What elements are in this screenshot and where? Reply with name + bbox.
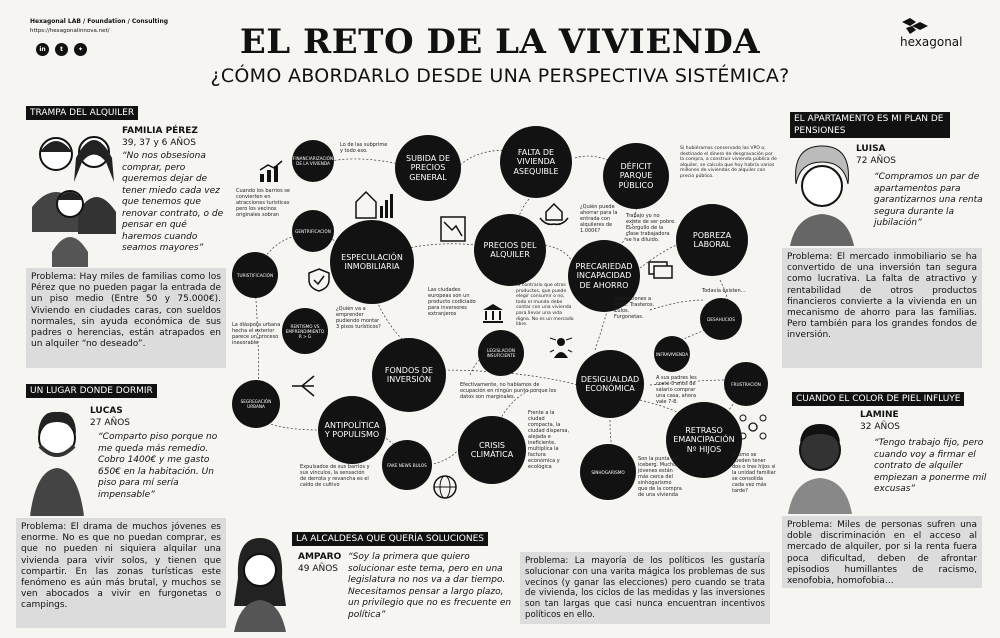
page-subtitle: ¿CÓMO ABORDARLO DESDE UNA PERSPECTIVA SISTÉMICA? bbox=[210, 65, 790, 87]
note-todavia: Todavía existen… bbox=[702, 288, 746, 294]
node-precios-alquiler: PRECIOS DEL ALQUILER bbox=[474, 214, 546, 286]
node-infravivienda: INFRAVIVIENDA bbox=[654, 336, 690, 372]
node-pobreza: POBREZA LABORAL bbox=[676, 204, 748, 276]
node-segregacion: SEGREGACIÓN URBANA bbox=[232, 380, 280, 428]
houses-chart-icon bbox=[352, 186, 396, 220]
age-familia-perez: 39, 37 y 6 AÑOS bbox=[122, 138, 196, 148]
node-gentrificacion: GENTRIFICACIÓN bbox=[292, 210, 334, 252]
bank-icon bbox=[482, 302, 504, 324]
name-amparo: AMPARO bbox=[298, 552, 342, 562]
node-frustracion: FRUSTRACIÓN bbox=[724, 362, 768, 406]
problem-familia-perez: Problema: Hay miles de familias como los Pérez que no pueden pagar la entrada de un piso medio (Entre 50 y 75.000€). Viviendo en ciudades caras, con sueldos normales, sin ayuda económica de sus padres o herencias, están atrapados en un alquiler “no deseado”. bbox=[26, 268, 226, 368]
note-barrios: Cuando los barrios se convierten en atracciones turísticas pero los vecinos originales sobran bbox=[236, 188, 290, 218]
node-rentismo: RENTISMO VS EMPRENDIMIENTO R > G bbox=[282, 308, 328, 354]
brand-org: Hexagonal LAB / Foundation / Consulting bbox=[30, 18, 169, 25]
section-label-luisa: EL APARTAMENTO ES MI PLAN DE PENSIONES bbox=[790, 112, 950, 138]
amparo-portrait-icon bbox=[228, 528, 292, 632]
name-familia-perez: FAMILIA PÉREZ bbox=[122, 126, 198, 136]
section-label-perez: TRAMPA DEL ALQUILER bbox=[26, 106, 138, 120]
family-question-icon bbox=[738, 412, 768, 442]
note-subprime: Lo de las subprime y todo eso. bbox=[340, 142, 388, 154]
rising-chart-icon bbox=[258, 160, 284, 184]
node-crisis: CRISIS CLIMÁTICA bbox=[458, 416, 526, 484]
note-habitaciones: Habitaciones a 400€. Trasteros. Zulos. Furgonetas. bbox=[614, 296, 655, 320]
node-financiarizacion: FINANCIARIZACIÓN DE LA VIVIENDA bbox=[292, 140, 334, 182]
linkedin-icon[interactable]: in bbox=[36, 43, 49, 56]
node-deficit-parque: DÉFICIT PARQUE PÚBLICO bbox=[603, 143, 669, 209]
note-trabajo: Trabajo yo no existe de ser pobre. El orgullo de la clase trabajadora se ha diluido. bbox=[626, 213, 676, 243]
node-legislacion: LEGISLACIÓN INSUFICIENTE bbox=[478, 330, 524, 376]
node-precariedad: PRECARIEDAD INCAPACIDAD DE AHORRO bbox=[568, 240, 640, 312]
bluesky-icon[interactable]: ✦ bbox=[74, 43, 87, 56]
hexagonal-logo-text: hexagonal bbox=[900, 35, 963, 49]
note-ahorrar: ¿Quién puede ahorrar para la entrada con alquileres de 1.000€? bbox=[580, 204, 618, 234]
node-subida-precios: SUBIDA DE PRECIOS GENERAL bbox=[395, 135, 461, 201]
name-luisa: LUISA bbox=[856, 144, 886, 154]
node-antipolitica: ANTIPOLÍTICA Y POPULISMO bbox=[318, 396, 386, 464]
section-label-amparo: LA ALCALDESA QUE QUERÍA SOLUCIONES bbox=[292, 532, 488, 546]
luisa-portrait-icon bbox=[782, 138, 862, 246]
section-label-lucas: UN LUGAR DONDE DORMIR bbox=[26, 384, 157, 398]
lucas-portrait-icon bbox=[26, 398, 88, 516]
banknotes-icon bbox=[648, 258, 674, 280]
note-ocupacion: Efectivamente, no hablamos de ocupación en ningún punto porque los datos son marginales. bbox=[460, 382, 557, 400]
lamine-portrait-icon bbox=[782, 406, 858, 514]
quote-lucas: “Comparto piso porque no me queda más remedio. Cobro 1400€ y me gasto 650€ en la habitación. Un piso para mí sería impensable” bbox=[98, 432, 218, 500]
note-contrario: Al contrario que otros productos, que puede elegir consumir o no, todo el mundo debe contar con una vivienda para llevar una vida digna. No es un mercado libre. bbox=[516, 283, 574, 328]
globe-icon bbox=[432, 474, 458, 500]
section-label-lamine: CUANDO EL COLOR DE PIEL INFLUYE bbox=[792, 392, 964, 406]
familia-perez-portrait-icon bbox=[26, 122, 122, 267]
note-ciudades: Las ciudades europeas son un producto codiciado para inversores extranjeros bbox=[428, 287, 476, 317]
node-fondos: FONDOS DE INVERSIÓN bbox=[372, 338, 446, 412]
note-vpo: Si hubiéramos conservado las VPO o, destinado el dinero de desgravación por la compra, a construir vivienda pública de alquiler, se calcula que hoy habría varios millones de viviendas de alquiler con precio público. bbox=[680, 146, 777, 179]
page-title: EL RETO DE LA VIVIENDA bbox=[239, 22, 761, 62]
diverging-arrows-icon bbox=[290, 372, 318, 400]
node-falta-vivienda: FALTA DE VIVIENDA ASEQUIBLE bbox=[500, 126, 572, 198]
falling-chart-icon bbox=[440, 216, 466, 242]
node-desahucios: DESAHUCIOS bbox=[700, 298, 742, 340]
name-lamine: LAMINE bbox=[860, 410, 899, 420]
name-lucas: LUCAS bbox=[90, 406, 123, 416]
note-emprender: ¿Quién va a emprender pudiendo montar 3 pisos turísticos? bbox=[336, 306, 381, 330]
people-network-icon bbox=[548, 334, 574, 360]
age-amparo: 49 AÑOS bbox=[298, 564, 338, 574]
age-lamine: 32 AÑOS bbox=[860, 422, 900, 432]
node-retraso: RETRASO EMANCIPACIÓN Nº HIJOS bbox=[666, 402, 742, 478]
note-padres: A sus padres les costó 3 años de salario comprar una casa, ahora vale 7-8. bbox=[656, 375, 697, 405]
quote-lamine: “Tengo trabajo fijo, pero cuando voy a firmar el contrato de alquiler empiezan a ponerme mil excusas” bbox=[874, 438, 987, 494]
node-turistificacion: TURISTIFICACIÓN bbox=[232, 252, 278, 298]
node-especulacion: ESPECULACIÓN INMOBILIARIA bbox=[330, 220, 414, 304]
note-expulsados: Expulsados de sus barrios y sus vínculos, la sensación de derrota y revancha es el caldo de cultivo bbox=[300, 464, 370, 488]
node-desigualdad: DESIGUALDAD ECONÓMICA bbox=[576, 350, 644, 418]
brand-url[interactable]: https://hexagonalinnova.net/ bbox=[30, 28, 110, 34]
hands-house-icon bbox=[538, 198, 570, 228]
shield-check-icon bbox=[308, 268, 330, 292]
note-frente: Frente a la ciudad compacta, la ciudad dispersa, alejada e ineficiente, multiplica la factura económica y ecológica bbox=[528, 410, 570, 470]
problem-lucas: Problema: El drama de muchos jóvenes es enorme. No es que no puedan comprar, es que no pueden ni siquiera alquilar una vivienda para vivir solos, y tienen que compartir. En las zonas turísticas este fenómeno es aún más brutal, y muchos se ven abocados a vivir en furgonetas o campings. bbox=[16, 518, 226, 628]
note-tener-hijos: ¿Cómo se pueden tener dos o tres hijos si la unidad familiar se consolida cada vez más tarde? bbox=[732, 452, 776, 494]
quote-amparo: “Soy la primera que quiero solucionar este tema, pero en una legislatura no nos va a dar tiempo. Necesitamos pensar a largo plazo, un privilegio que no es frecuente en política” bbox=[348, 552, 512, 620]
quote-luisa: “Compramos un par de apartamentos para garantizarnos una renta segura durante la jubilación” bbox=[874, 172, 983, 228]
problem-amparo: Problema: La mayoría de los políticos les gustaría solucionar con una varita mágica los problemas de sus vecinos (y ganar las elecciones) pero cuando se trata de vivienda, los ciclos de las medidas y las inversiones son tan largas que casi nunca encuentran incentivos políticos en ello. bbox=[520, 552, 770, 624]
note-diaspora: La diáspora urbana hecha el exterior parece un proceso inexorable bbox=[232, 322, 281, 346]
node-sinhogarismo: SINHOGARISMO bbox=[580, 444, 636, 500]
hexagonal-logo-icon bbox=[902, 18, 928, 34]
quote-familia-perez: “No nos obsesiona comprar, pero queremos dejar de tener miedo cada vez que tenemos que renovar contrato, o de pensar en qué haremos cuando seamos mayores” bbox=[122, 151, 224, 253]
note-iceberg: Son la punta del iceberg. Muchos jóvenes están más cerca del sinhogarismo que de la compra de una vivienda bbox=[638, 456, 682, 498]
age-lucas: 27 AÑOS bbox=[90, 418, 130, 428]
problem-lamine: Problema: Miles de personas sufren una doble discriminación en el acceso al mercado de alquiler, por si la renta fuera poca dificultad, deben de afrontar episodios humillantes de racismo, xenofobia, homofobia… bbox=[782, 516, 982, 588]
node-fake-news: FAKE NEWS BULOS bbox=[382, 440, 432, 490]
problem-luisa: Problema: El mercado inmobiliario se ha convertido de una inversión tan segura como lucrativa. La falta de atractivo y rentabilidad de otros productos financieros convierte a la vivienda en un mecanismo de ahorro para las familias. Pero también para los grandes fondos de inversión. bbox=[782, 248, 982, 368]
twitter-icon[interactable]: t bbox=[55, 43, 68, 56]
age-luisa: 72 AÑOS bbox=[856, 156, 896, 166]
